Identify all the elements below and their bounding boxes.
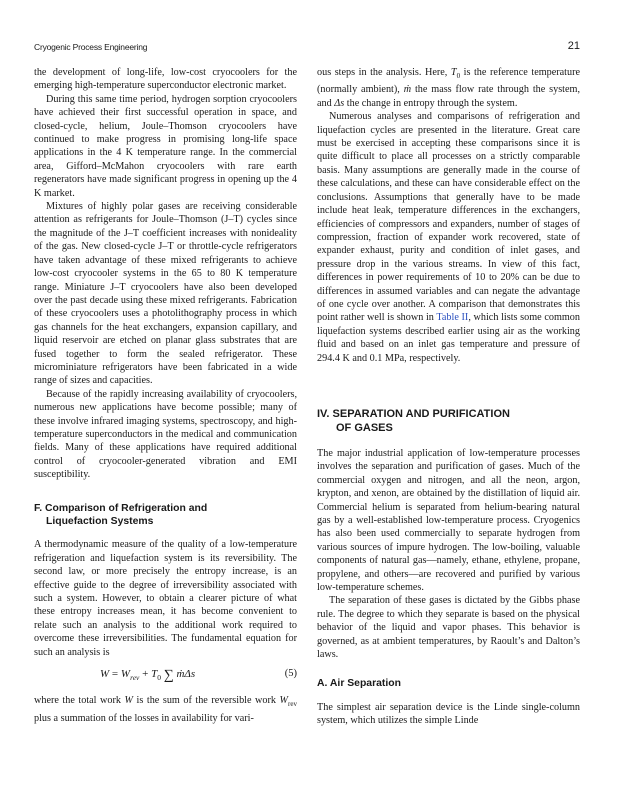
section-number: A. — [317, 678, 328, 690]
section-heading-f — [34, 502, 297, 529]
text-run: W — [124, 695, 134, 707]
paragraph: Because of the rapidly increasing availability of cryocoolers, numerous new applications have become possible; many of these involve infrared imaging systems, spectroscopy, and high-temperature superconductors in the medical and communication fields. Many of these applications have required additional control of cryocooler-generated vibration and EMI susceptibility. — [34, 388, 297, 481]
text-run: plus a summation of the losses in availability for vari- — [34, 712, 254, 724]
eq-subscript: rev — [130, 673, 140, 683]
paragraph: The major industrial application of low-temperature processes involves the separation and purification of gases. Much of the commercial oxygen and nitrogen, and all the neon, argon, krypton, and xenon, are obtained by the distillation of liquid air. Commercial helium is separated from helium-bearing natural gas by a well-established low-temperature process. Cryogenics has also been used commercially to separate hydrogen from various sources of impure hydrogen. The low-boiling, valuable components of natural gas—namely, ethane, ethylene, propane, propylene, and others—are recovered and purified by various low-temperature schemes. — [317, 447, 580, 594]
text-run: Δs — [334, 97, 345, 109]
eq-subscript: 0 — [157, 673, 161, 683]
eq-symbol: Δs — [184, 668, 196, 681]
text-run: , which lists some common liquefaction systems described earlier using air as the working fluid and based on an inlet gas temperature and pressure of 294.4 K and 0.1 MPa, respectively. — [317, 312, 580, 364]
paragraph — [317, 66, 580, 110]
text-run: where the total work — [34, 695, 125, 707]
paragraph: The separation of these gases is dictated by the Gibbs phase rule. The degree to which they separate is based on the physical behavior of the liquid and vapor phases. This behavior is governed, as at ambient temperatures, by Raoult’s and Dalton’s laws. — [317, 595, 580, 661]
equation-5 — [34, 665, 297, 687]
table-ii-link[interactable]: Table II — [436, 312, 469, 324]
paragraph: Mixtures of highly polar gases are receiving considerable attention as refrigerants for Joule–Thomson (J–T) cycles since the magnitude of the J–T coefficient increases with nonideality of the gas. New closed-cycle J–T or throttle-cycle refrigerators have taken advantage of these mixed refrigerants to achieve low-cost cryocooler systems in the 65 to 80 K temperature range. Miniature J–T cryocoolers have also been developed over the past decade using these mixed refrigerants. Fabrication of these cryocoolers uses a photolithography process in which gas channels for the heat exchangers, expansion capillary, and liquid reservoir are etched on planar glass substrates that are fused together to form the sealed refrigerator. These microminiature refrigerators have been fabricated in a wide range of sizes and capacities. — [34, 201, 297, 387]
running-title: Cryogenic Process Engineering — [34, 42, 148, 52]
paragraph — [317, 110, 580, 365]
equation-body — [100, 668, 195, 684]
eq-symbol: W — [100, 668, 110, 681]
left-column — [34, 66, 297, 725]
paragraph: The simplest air separation device is the Linde single-column system, which utilizes the simple Linde — [317, 701, 580, 727]
section-title-line: SEPARATION AND PURIFICATION — [332, 407, 510, 420]
text-run: the change in entropy through the system. — [344, 97, 518, 109]
eq-symbol: ṁ — [176, 668, 185, 681]
text-run: T — [450, 67, 457, 78]
paragraph: During this same time period, hydrogen sorption cryocoolers have achieved their first successful operation in space, and closed-cycle, helium, Joule–Thomson cryocoolers have continued to make progress in promising long-life space applications in the 4 K temperature range. In the commercial area, Gifford–McMahon cryocoolers with rare earth regenerators have made significant progress in opening up the 4 K market. — [34, 93, 297, 199]
section-number: IV. — [317, 407, 330, 420]
paragraph: the development of long-life, low-cost cryocoolers for the emerging high-temperature superconductor electronic market. — [34, 67, 297, 92]
section-title-line: OF GASES — [336, 421, 393, 434]
text-run: ṁ — [403, 84, 412, 96]
page-header — [34, 40, 580, 54]
eq-symbol: T — [151, 668, 158, 681]
text-run: ous steps in the analysis. Here, — [317, 67, 451, 78]
text-run: rev — [288, 700, 297, 709]
section-number: F. — [34, 502, 43, 514]
eq-operator: + — [142, 668, 149, 681]
section-heading-iv — [317, 407, 580, 435]
eq-symbol: W — [120, 668, 131, 681]
equation-number: (5) — [284, 668, 297, 680]
page-number: 21 — [567, 40, 580, 52]
paragraph: A thermodynamic measure of the quality of a low-temperature refrigeration and liquefaction system is its reversibility. The second law, or more precisely the entropy increase, is an effective guide to the degree of irreversibility associated with such a system. However, to obtain a clearer picture of what these entropy increases mean, it has become convenient to relate such an analysis to the additional work required to overcome these irreversibilities. The fundamental equation for such an analysis is — [34, 539, 297, 658]
right-column — [317, 66, 580, 728]
section-title-line: Comparison of Refrigeration and — [44, 502, 208, 514]
text-run: 0 — [456, 72, 461, 81]
section-title-line: Air Separation — [329, 678, 401, 690]
text-run: is the reference temperature (normally ambient), — [317, 67, 581, 96]
text-run: the mass flow rate through the system, and — [317, 84, 580, 109]
eq-operator: = — [111, 668, 119, 681]
text-run: W — [279, 695, 289, 707]
text-run: Numerous analyses and comparisons of refrigeration and liquefaction cycles are presented in the literature. Great care must be exercised in accepting these comparisons since it is quite difficult to place all processes on a strictly comparable basis. Many assumptions are generally made in the course of these calculations, and these can have considerable effect on the conclusions. Assumptions that generally have to be made include heat leak, temperature differences in the exchangers, efficiencies of compressors and expanders, number of stages of compression, fraction of expander work recovered, state of expander exhaust, purity and condition of inlet gases, and pressure drop in the various streams. In view of this fact, differences in power requirements of 10 to 20% can be due to differences in assumed variables and can negate the advantage of one cycle over another. A comparison that demonstrates this point rather well is shown in — [317, 111, 580, 324]
eq-sum-sign: ∑ — [163, 668, 174, 684]
section-title-line: Liquefaction Systems — [46, 516, 154, 527]
paragraph — [34, 694, 297, 725]
text-run: is the sum of the reversible work — [133, 695, 280, 707]
section-heading-a — [317, 677, 580, 690]
